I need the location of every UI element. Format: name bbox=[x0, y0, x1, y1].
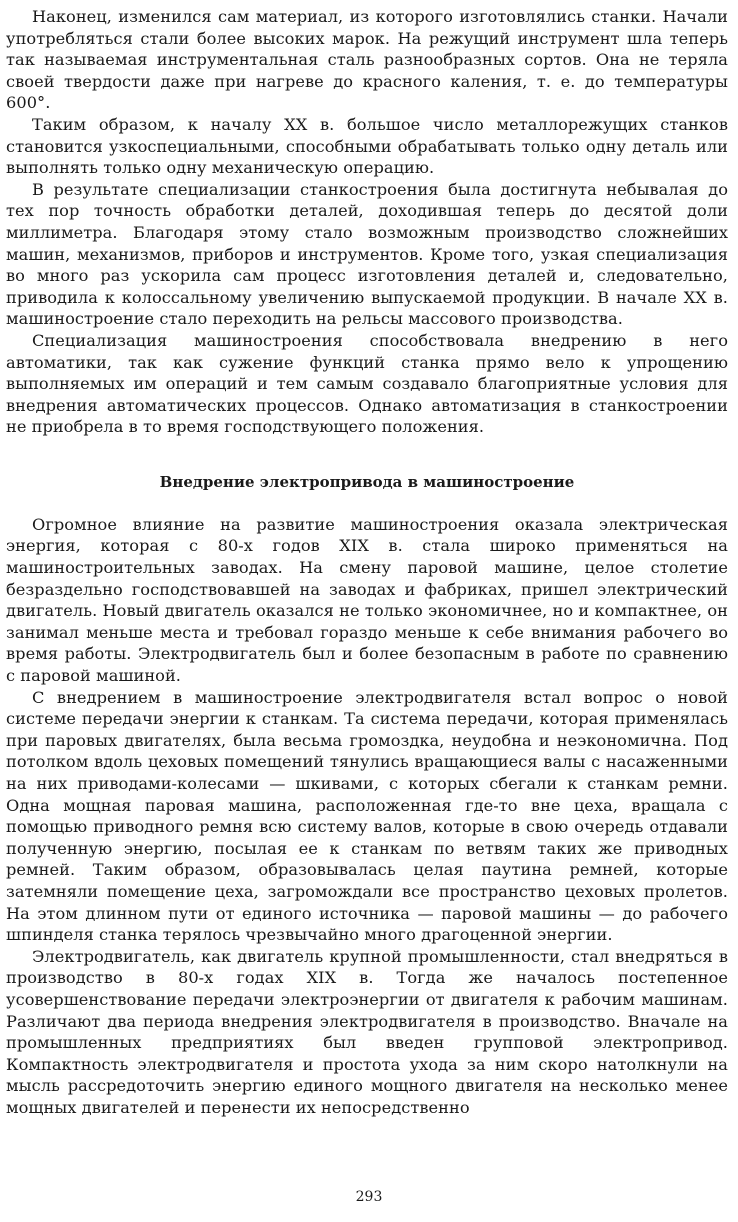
paragraph-specialized-machines: Таким образом, к началу XX в. большое число металлорежущих станков становится узкоспециальными, способными обрабатывать только одну деталь или выполнять только одну механическую операцию. bbox=[6, 114, 728, 178]
paragraph-precision: В результате специализации станкостроения была достигнута небывалая до тех пор точность обработки деталей, доходившая теперь до десятой доли миллиметра. Благодаря этому стало возможным производство сложнейших машин, механизмов, приборов и инструментов. Кроме того, узкая специализация во много раз ускорила сам процесс изготовления деталей и, следовательно, приводила к колоссальному увеличению выпускаемой продукции. В начале XX в. машиностроение стало переходить на рельсы массового производства. bbox=[6, 179, 728, 329]
paragraph-material: Наконец, изменился сам материал, из которого изготовлялись станки. Начали употребляться стали более высоких марок. На режущий инструмент шла теперь так называемая инструментальная сталь разнообразных сортов. Она не теряла своей твердости даже при нагреве до красного каления, т. е. до температуры 600°. bbox=[6, 7, 728, 113]
paragraph-power-transmission: С внедрением в машиностроение электродвигателя встал вопрос о новой системе передачи энергии к станкам. Та система передачи, которая применялась при паровых двигателях, была весьма громоздка, неудобна и неэкономична. Под потолком вдоль цеховых помещений тянулись вращающиеся валы с насаженными на них приводами-колесами — шкивами, с которых сбегали к станкам ремни. Одна мощная паровая машина, расположенная где-то вне цеха, вращала с помощью приводного ремня всю систему валов, которые в свою очередь отдавали полученную энергию, посылая ее к станкам по ветвям таких же приводных ремней. Таким образом, образовывалась целая паутина ремней, которые затемняли помещение цеха, загромождали все пространство цеховых пролетов. На этом длинном пути от единого источника — паровой машины — до рабочего шпинделя станка терялось чрезвычайно много драгоценной энергии. bbox=[6, 687, 728, 945]
paragraph-electric-drive: Электродвигатель, как двигатель крупной промышленности, стал внедряться в производство в 80-х годах XIX в. Тогда же началось постепенное усовершенствование передачи электроэнергии от двигателя к рабочим машинам. Различают два периода внедрения электродвигателя в производство. Вначале на промышленных предприятиях был введен групповой электропривод. Компактность электродвигателя и простота ухода за ним скоро натолкнули на мысль рассредоточить энергию единого мощного двигателя на несколько менее мощных двигателей и перенести их непосредственно bbox=[6, 946, 728, 1117]
paragraph-electric-energy: Огромное влияние на развитие машиностроения оказала электрическая энергия, которая с 80-х годов XIX в. стала широко применяться на машиностроительных заводах. На смену паровой машине, целое столетие безраздельно господствовавшей на заводах и фабриках, пришел электрический двигатель. Новый двигатель оказался не только экономичнее, но и компактнее, он занимал меньше места и требовал гораздо меньше к себе внимания рабочего во время работы. Электродвигатель был и более безопасным в работе по сравнению с паровой машиной. bbox=[6, 514, 728, 686]
section-heading: Внедрение электропривода в машиностроение bbox=[159, 472, 575, 491]
page-number: 293 bbox=[355, 1189, 383, 1205]
paragraph-automation: Специализация машиностроения способствовала внедрению в него автоматики, так как сужение функций станка прямо вело к упрощению выполняемых им операций и тем самым создавало благоприятные условия для внедрения автоматических процессов. Однако автоматизация в станкостроении не приобрела в то время господствующего положения. bbox=[6, 330, 728, 437]
